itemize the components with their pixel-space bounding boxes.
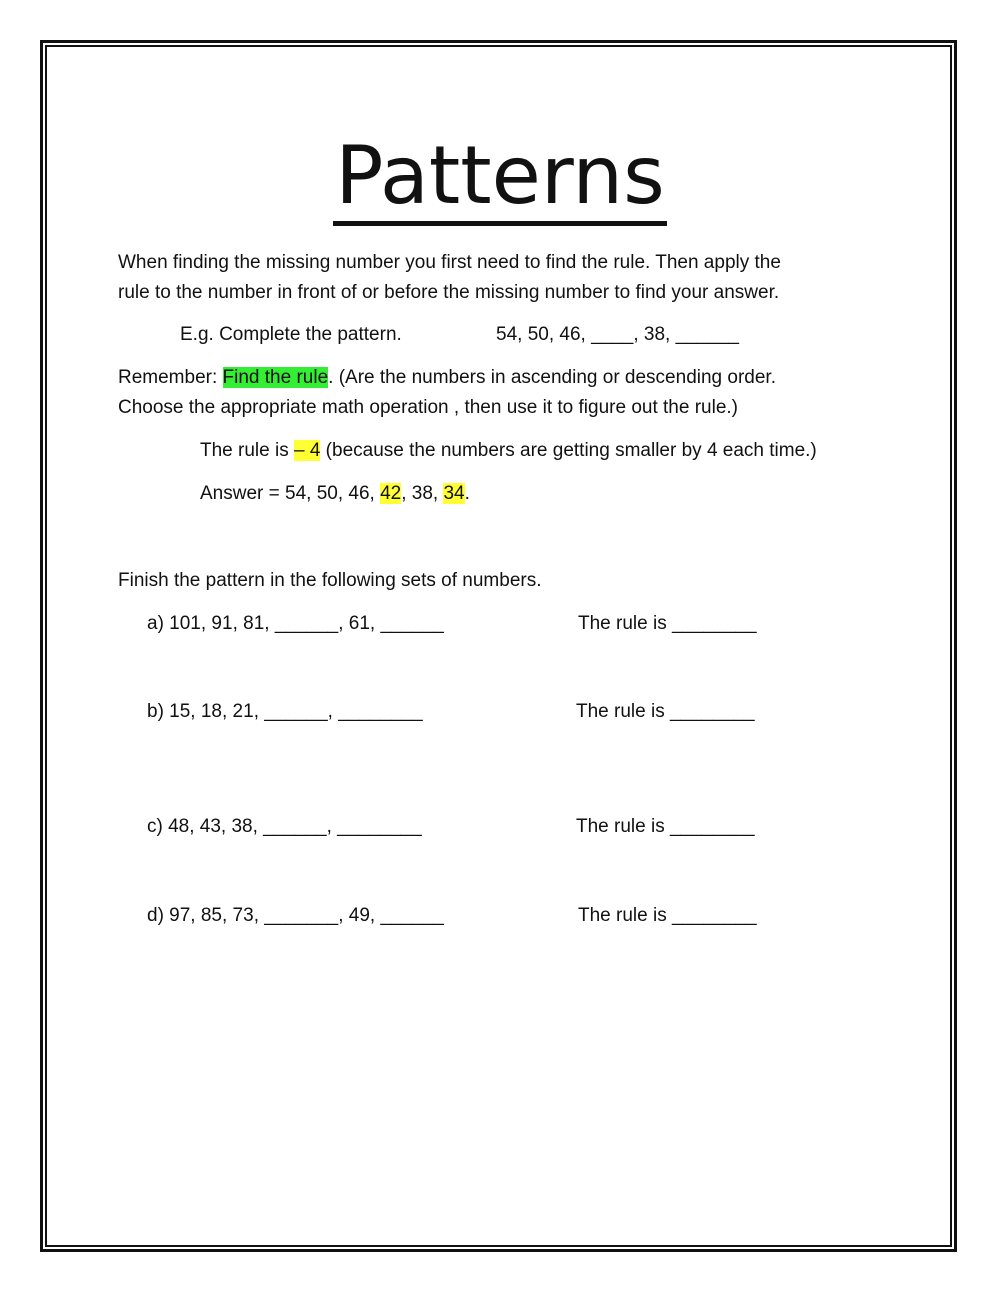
example-label: E.g. Complete the pattern. xyxy=(180,324,402,345)
rule-example xyxy=(200,436,817,466)
answer-example xyxy=(200,479,470,509)
question-c-sequence: c) 48, 43, 38, ______, ________ xyxy=(147,816,422,837)
intro-line-2: rule to the number in front of or before the missing number to find your answer. xyxy=(118,282,780,303)
remember-line-2: Choose the appropriate math operation , then use it to figure out the rule.) xyxy=(118,397,738,418)
answer-prefix: Answer = 54, 50, 46, xyxy=(200,483,381,504)
remember-suffix: . (Are the numbers in ascending or descending order. xyxy=(328,367,776,388)
remember-prefix: Remember: xyxy=(118,367,223,388)
example-sequence: 54, 50, 46, ____, 38, ______ xyxy=(496,324,739,345)
question-b-rule: The rule is ________ xyxy=(576,701,755,722)
answer-mid: , 38, xyxy=(401,483,444,504)
rule-example-prefix: The rule is xyxy=(200,440,294,461)
answer-end: . xyxy=(464,483,470,504)
question-d-rule: The rule is ________ xyxy=(578,905,757,926)
find-rule-highlight: Find the rule xyxy=(222,367,329,388)
answer-highlight-2: 34 xyxy=(443,483,465,504)
question-c-rule: The rule is ________ xyxy=(576,816,755,837)
question-b-sequence: b) 15, 18, 21, ______, ________ xyxy=(147,701,423,722)
instructions: Finish the pattern in the following sets of numbers. xyxy=(118,570,542,591)
rule-example-highlight: – 4 xyxy=(293,440,321,461)
question-a-rule: The rule is ________ xyxy=(578,613,757,634)
rule-example-suffix: (because the numbers are getting smaller by 4 each time.) xyxy=(320,440,817,461)
remember-line-1 xyxy=(118,363,776,393)
page-title xyxy=(0,128,1000,226)
title-text: Patterns xyxy=(333,133,667,226)
question-a-sequence: a) 101, 91, 81, ______, 61, ______ xyxy=(147,613,444,634)
answer-highlight-1: 42 xyxy=(380,483,402,504)
intro-line-1: When finding the missing number you first need to find the rule. Then apply the xyxy=(118,252,781,273)
question-d-sequence: d) 97, 85, 73, _______, 49, ______ xyxy=(147,905,444,926)
